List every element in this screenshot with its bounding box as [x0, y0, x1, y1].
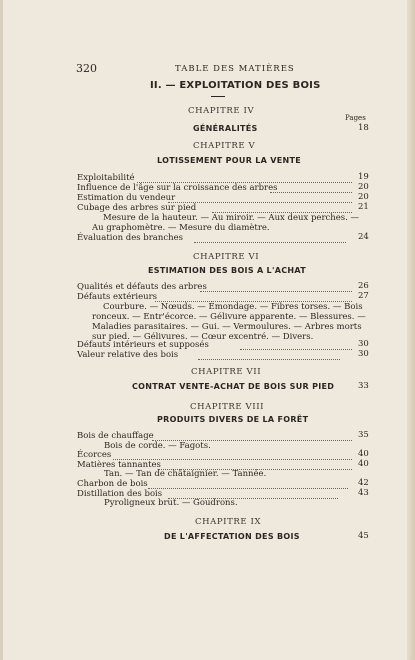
running-title: TABLE DES MATIÈRES	[175, 64, 295, 74]
page-ref: 26	[358, 281, 369, 291]
chapter-title: PRODUITS DIVERS DE LA FORÊT	[157, 415, 309, 424]
page-ref: 20	[358, 182, 369, 192]
page-ref: 40	[358, 459, 369, 469]
subentry-line: ronceux. — Entr'écorce. — Gélivure apparente. — Blessures. —	[92, 312, 366, 322]
page-ref: 19	[358, 172, 369, 182]
page-ref: 43	[358, 488, 369, 498]
dot-leader	[194, 242, 346, 243]
page-ref: 27	[358, 291, 369, 301]
subentry-line: Mesure de la hauteur. — Au miroir. — Aux deux perches. —	[103, 213, 360, 223]
chapter-heading: CHAPITRE IV	[188, 106, 255, 116]
chapter-heading: CHAPITRE VII	[191, 367, 262, 377]
page-ref: 42	[358, 478, 369, 488]
dot-leader	[200, 291, 352, 292]
page-ref: 24	[358, 232, 369, 242]
part-title: II. — EXPLOITATION DES BOIS	[150, 80, 321, 91]
toc-entry: Bois de chauffage	[77, 431, 154, 441]
toc-entry: Influence de l'âge sur la croissance des arbres	[77, 183, 278, 193]
dot-leader	[240, 349, 352, 350]
page-ref: 40	[358, 449, 369, 459]
toc-entry: Matières tannantes	[77, 460, 161, 470]
pages-column-header: Pages	[345, 114, 366, 122]
chapter-heading: CHAPITRE V	[193, 141, 256, 151]
toc-entry: Valeur relative des bois	[77, 350, 179, 360]
page-right-edge	[407, 0, 415, 660]
page-ref: 45	[358, 531, 369, 541]
toc-entry: Estimation du vendeur	[77, 193, 176, 203]
toc-entry: Qualités et défauts des arbres	[77, 282, 207, 292]
toc-entry: Évaluation des branches	[77, 233, 183, 243]
toc-entry: Défauts extérieurs	[77, 292, 157, 302]
title-rule	[211, 96, 225, 97]
dot-leader	[270, 192, 352, 193]
page-ref: 33	[358, 381, 369, 391]
page-left-edge	[0, 0, 3, 660]
toc-entry: Exploitabilité	[77, 173, 135, 183]
page-ref: 35	[358, 430, 369, 440]
chapter-heading: CHAPITRE VI	[193, 252, 260, 262]
page-ref: 20	[358, 192, 369, 202]
page-ref: 18	[358, 123, 369, 133]
chapter-title: CONTRAT VENTE-ACHAT DE BOIS SUR PIED	[132, 382, 335, 391]
toc-entry: Écorces	[77, 450, 112, 460]
chapter-heading: CHAPITRE VIII	[190, 402, 265, 412]
chapter-title: ESTIMATION DES BOIS A L'ACHAT	[148, 266, 306, 275]
subentry-line: sur pied. — Gélivures. — Cœur excentré. — Divers.	[92, 332, 314, 342]
dot-leader	[198, 359, 340, 360]
page-ref: 21	[358, 202, 369, 212]
chapter-title: LOTISSEMENT POUR LA VENTE	[157, 156, 301, 165]
subentry-line: Maladies parasitaires. — Gui. — Vermoulures. — Arbres morts	[92, 322, 362, 332]
page-number: 320	[76, 62, 97, 75]
subentry-line: Tan. — Tan de châtaignier. — Tannée.	[104, 469, 267, 479]
chapter-heading: CHAPITRE IX	[195, 517, 262, 527]
chapter-title: DE L'AFFECTATION DES BOIS	[164, 532, 300, 541]
toc-entry: Cubage des arbres sur pied	[77, 203, 197, 213]
page-ref: 30	[358, 339, 369, 349]
page-ref: 30	[358, 349, 369, 359]
toc-entry: Défauts intérieurs et supposés	[77, 340, 209, 350]
subentry-line: Au graphomètre. — Mesure du diamètre.	[92, 223, 270, 233]
subentry-line: Courbure. — Nœuds. — Émondage. — Fibres torses. — Bois	[103, 302, 363, 312]
toc-entry: Distillation des bois	[77, 489, 163, 499]
chapter-title: GÉNÉRALITÉS	[193, 124, 258, 133]
dot-leader	[148, 488, 348, 489]
toc-entry: Charbon de bois	[77, 479, 148, 489]
subentry-line: Bois de corde. — Fagots.	[104, 441, 211, 451]
subentry-line: Pyroligneux brut. — Goudrons.	[104, 498, 238, 508]
